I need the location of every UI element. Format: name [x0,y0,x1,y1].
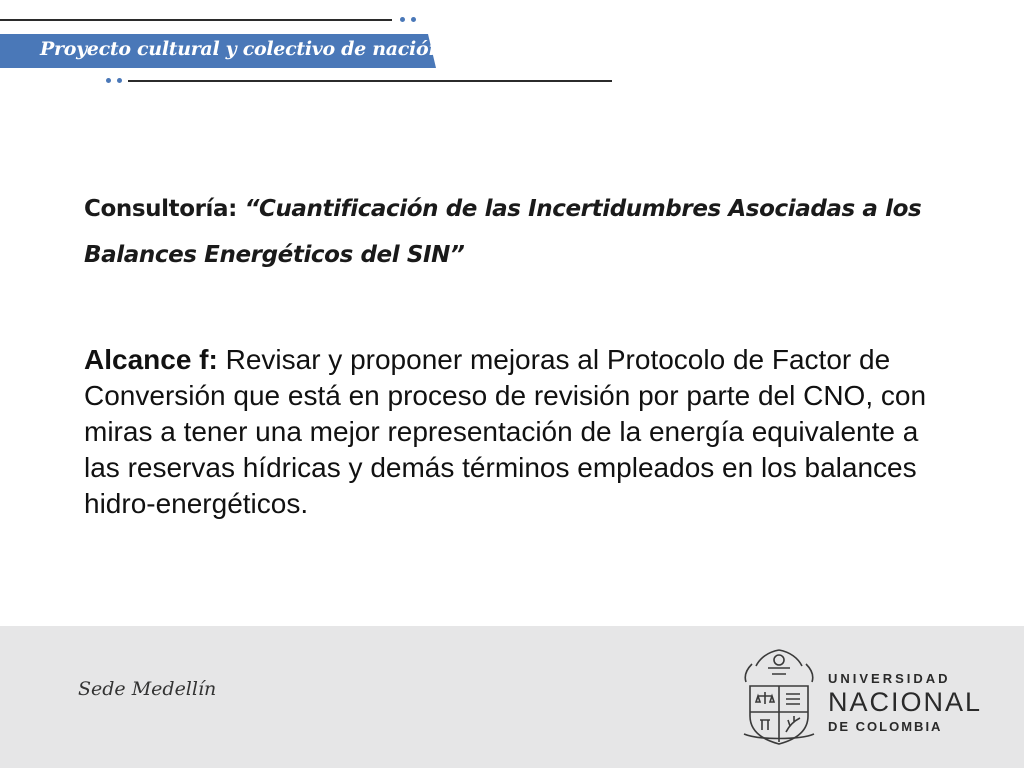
university-name-line3: DE COLOMBIA [828,719,943,734]
top-dot-1 [400,17,405,22]
top-dot-2 [411,17,416,22]
bottom-rule [128,80,612,82]
banner-title: Proyecto cultural y colectivo de nación [40,38,442,60]
scope-label: Alcance f: [84,344,218,375]
university-seal-icon [738,646,820,748]
heading-title: “Cuantificación de las Incertidumbres Asociadas a los Balances Energéticos del SIN” [84,196,922,268]
bottom-dot-2 [117,78,122,83]
campus-label: Sede Medellín [78,678,217,700]
consultancy-heading [84,186,964,278]
bottom-dot-1 [106,78,111,83]
heading-prefix: Consultoría: [84,196,245,222]
university-name-line2: NACIONAL [828,687,983,717]
scope-paragraph [84,342,944,522]
top-rule [0,19,392,21]
university-name-line1: UNIVERSIDAD [828,671,951,686]
scope-text: Revisar y proponer mejoras al Protocolo de Factor de Conversión que está en proceso de revisión por parte del CNO, con miras a tener una mejor representación de la energía equivalente a las reservas hídricas y demás términos empleados en los balances hidro-energéticos. [84,344,927,519]
